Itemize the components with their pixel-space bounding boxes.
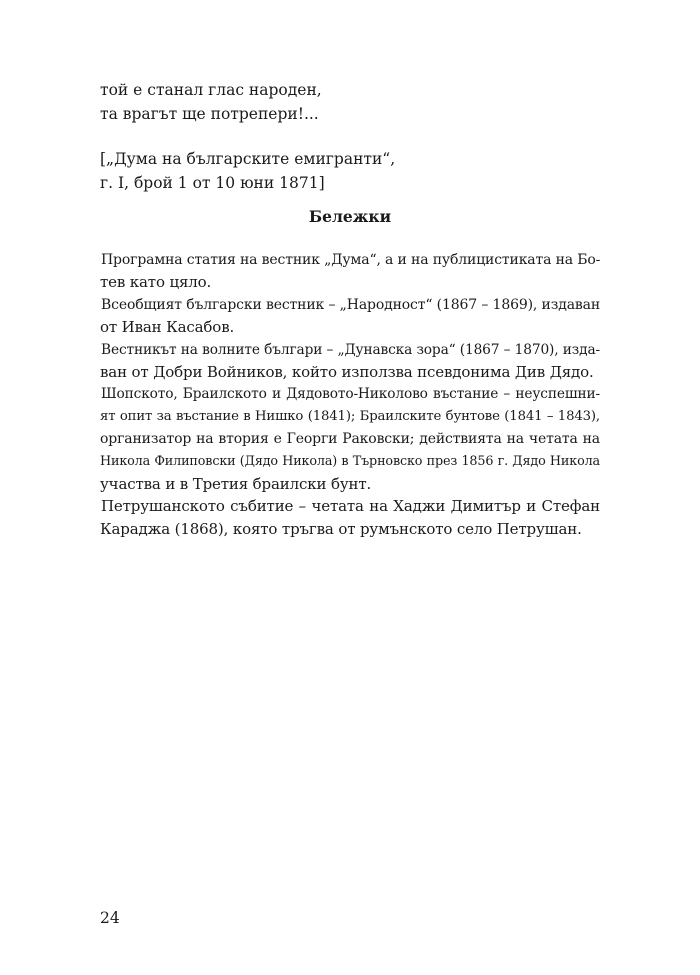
citation-line: [„Дума на българските емигранти“, [100,150,396,168]
note-line: участва и в Третия браилски бунт. [100,474,372,493]
citation-line: г. I, брой 1 от 10 юни 1871] [100,174,325,192]
note-line: Всеобщият български вестник – „Народност“ (1867 – 1869), издаван [101,296,600,313]
notes-section [100,249,600,540]
note-line: Шопското, Браилското и Дядовото-Николово въстание – неуспешни- [101,386,600,403]
note-line: ван от Добри Войников, който използва псевдонима Див Дядо. [100,362,594,381]
note-line: Петрушанското събитие – четата на Хаджи Димитър и Стефан [101,497,600,516]
note-line: Програмна статия на вестник „Дума“, а и на публицистиката на Бо- [101,252,601,268]
note-line: Никола Филиповски (Дядо Никола) в Търновско през 1856 г. Дядо Никола [100,453,600,469]
note-line: от Иван Касабов. [100,318,235,337]
note-line: Караджа (1868), която тръгва от румънското село Петрушан. [100,519,582,538]
note-line: тев като цяло. [100,273,212,292]
notes-heading: Бележки [308,207,392,226]
page-number: 24 [100,909,120,927]
verse-line: та врагът ще потрепери!... [100,105,319,123]
poem-verse [100,78,580,126]
verse-line: той е станал глас народен, [100,81,322,99]
source-citation [100,147,580,195]
note-line: Вестникът на волните българи – „Дунавска зора“ (1867 – 1870), изда- [101,341,600,358]
note-line: ят опит за въстание в Нишко (1841); Браилските бунтове (1841 – 1843), [100,408,600,424]
note-line: организатор на втория е Георги Раковски; действията на четата на [100,431,600,448]
